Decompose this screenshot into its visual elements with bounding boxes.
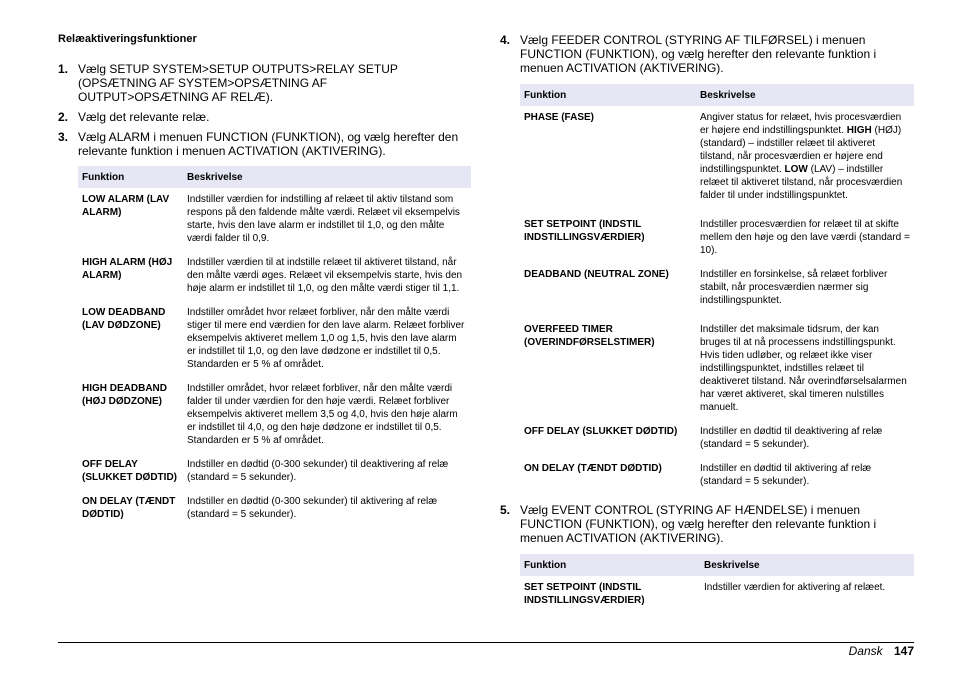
step-5 [500, 503, 914, 547]
step-4 [500, 33, 914, 77]
table-row [78, 301, 471, 377]
step-text: Vælg SETUP SYSTEM>SETUP OUTPUTS>RELAY SETUP (OPSÆTNING AF SYSTEM>OPSÆTNING AF OUTPUT>OPSÆTNING AF RELÆ). [78, 62, 398, 104]
step-number: 1. [58, 62, 69, 76]
function-description: Indstiller området hvor relæet forbliver, når den målte værdi stiger til mere end værdien for den lave alarm. Relæet forbliver eksempelvis aktiveret mellem 1,0 og 1,5, hvis den lave alarm er indstillet til 1,0, og den lave dødzone er indstillet til 0,5. Standarden er 5 % af området. [187, 307, 465, 370]
table-row [78, 251, 471, 301]
header-function: Funktion [78, 166, 183, 188]
function-name: ON DELAY (TÆNDT DØDTID) [524, 463, 662, 474]
step-number: 3. [58, 130, 69, 144]
function-description: Indstiller området, hvor relæet forbliver, når den målte værdi falder til under værdien for den høje værdi. Relæet forbliver eksempelvis aktiveret mellem 3,5 og 4,0, hvis den høje alarm er indstillet til 4,0, og den høje dødzone er indstillet til 0,5. Standarden er 5 % af området. [187, 383, 458, 446]
step-text: Vælg FEEDER CONTROL (STYRING AF TILFØRSEL) i menuen FUNCTION (FUNKTION), og vælg herefter den relevante funktion i menuen ACTIVATION (AKTIVERING). [520, 33, 877, 75]
page-footer [849, 644, 914, 658]
page-number: 147 [893, 644, 914, 658]
section-heading: Relæaktiveringsfunktioner [58, 33, 197, 45]
table-header-row [78, 166, 471, 188]
description-part: (HØJ) (standard) – indstiller relæet til aktiveret tilstand, når procesværdien er højere end indstillingspunktet. [700, 125, 902, 175]
description-part: (LAV) – indstiller relæet til aktiveret tilstand, når procesværdien falder til under indstillingspunktet. [700, 164, 903, 201]
function-name: DEADBAND (NEUTRAL ZONE) [524, 269, 669, 280]
function-name: PHASE (FASE) [524, 112, 595, 123]
footer-divider [58, 642, 914, 643]
table-row [78, 453, 471, 490]
step-text: Vælg EVENT CONTROL (STYRING AF HÆNDELSE) i menuen FUNCTION (FUNKTION), og vælg herefter den relevante funktion i menuen ACTIVATION (AKTIVERING). [520, 503, 877, 545]
step-3 [58, 130, 471, 160]
function-description: Indstiller procesværdien for relæet til at skifte mellem den høje og den lave værdi (standard = 10). [700, 219, 910, 256]
event-control-table [520, 554, 914, 613]
function-description: Indstiller en dødtid til deaktivering af relæ (standard = 5 sekunder). [700, 426, 883, 450]
function-description: Indstiller det maksimale tidsrum, der kan bruges til at nå processens indstillingspunkt. Hvis tiden udløber, og relæet ikke viser indstillingspunktet, indstilles relæet til deaktiveret tilstand. Når overindførselsalarmen har været aktiveret, skal timeren nulstilles manuelt. [700, 324, 907, 413]
header-description: Beskrivelse [696, 84, 914, 106]
step-number: 5. [500, 503, 511, 517]
function-description: Indstiller værdien for indstilling af relæet til aktiv tilstand som respons på den faldende målte værdi. Relæet vil eksempelvis starte, hvis den lave alarm er indstillet til 1,0, og den målte værdi falder til 0,9. [187, 194, 460, 244]
feeder-control-table [520, 84, 914, 494]
function-name: HIGH ALARM (HØJ ALARM) [82, 257, 173, 281]
step-2 [58, 110, 471, 126]
table-header-row [520, 84, 914, 106]
step-number: 4. [500, 33, 511, 47]
function-description: Indstiller værdien til at indstille relæet til aktiveret tilstand, når den målte værdi øges. Relæet vil eksempelvis starte, hvis den høje alarm er indstillet til 1,0, og den målte værdi stiger til 1,1. [187, 257, 463, 294]
step-1 [58, 62, 471, 106]
function-description: Indstiller en dødtid (0-300 sekunder) til aktivering af relæ (standard = 5 sekunder). [187, 496, 438, 520]
function-name: LOW ALARM (LAV ALARM) [82, 194, 170, 218]
function-name: ON DELAY (TÆNDT DØDTID) [82, 496, 176, 520]
header-description: Beskrivelse [183, 166, 471, 188]
function-name: SET SETPOINT (INDSTIL INDSTILLINGSVÆRDIER) [524, 582, 645, 606]
step-text: Vælg ALARM i menuen FUNCTION (FUNKTION), og vælg herefter den relevante funktion i menuen ACTIVATION (AKTIVERING). [78, 130, 459, 158]
table-row [520, 208, 914, 263]
function-description: Indstiller værdien for aktivering af relæet. [704, 582, 886, 593]
table-row [520, 457, 914, 494]
function-name: LOW DEADBAND (LAV DØDZONE) [82, 307, 166, 331]
header-function: Funktion [520, 84, 696, 106]
high-keyword: HIGH [846, 125, 872, 136]
function-description: Indstiller en forsinkelse, så relæet forbliver stabilt, når procesværdien nærmer sig indstillingspunktet. [700, 269, 888, 306]
table-row [520, 263, 914, 313]
footer-language: Dansk [848, 644, 883, 658]
table-row [78, 490, 471, 527]
table-row [520, 576, 914, 613]
table-row [520, 313, 914, 420]
table-row [78, 377, 471, 453]
function-description: Indstiller en dødtid til aktivering af relæ (standard = 5 sekunder). [700, 463, 872, 487]
header-description: Beskrivelse [700, 554, 914, 576]
step-text: Vælg det relevante relæ. [78, 110, 210, 124]
function-name: SET SETPOINT (INDSTIL INDSTILLINGSVÆRDIER) [524, 219, 645, 243]
header-function: Funktion [520, 554, 700, 576]
table-row [520, 106, 914, 208]
table-header-row [520, 554, 914, 576]
description-part: Angiver status for relæet, hvis procesværdien er højere end indstillingspunktet. [700, 112, 902, 136]
function-description [696, 106, 914, 208]
step-number: 2. [58, 110, 69, 124]
table-row [78, 188, 471, 251]
alarm-functions-table [78, 166, 471, 527]
low-keyword: LOW [784, 164, 808, 175]
function-description: Indstiller en dødtid (0-300 sekunder) til deaktivering af relæ (standard = 5 sekunder). [187, 459, 449, 483]
function-name: HIGH DEADBAND (HØJ DØDZONE) [82, 383, 167, 407]
table-row [520, 420, 914, 457]
function-name: OVERFEED TIMER (OVERINDFØRSELSTIMER) [524, 324, 655, 348]
function-name: OFF DELAY (SLUKKET DØDTID) [524, 426, 678, 437]
function-name: OFF DELAY (SLUKKET DØDTID) [82, 459, 177, 483]
